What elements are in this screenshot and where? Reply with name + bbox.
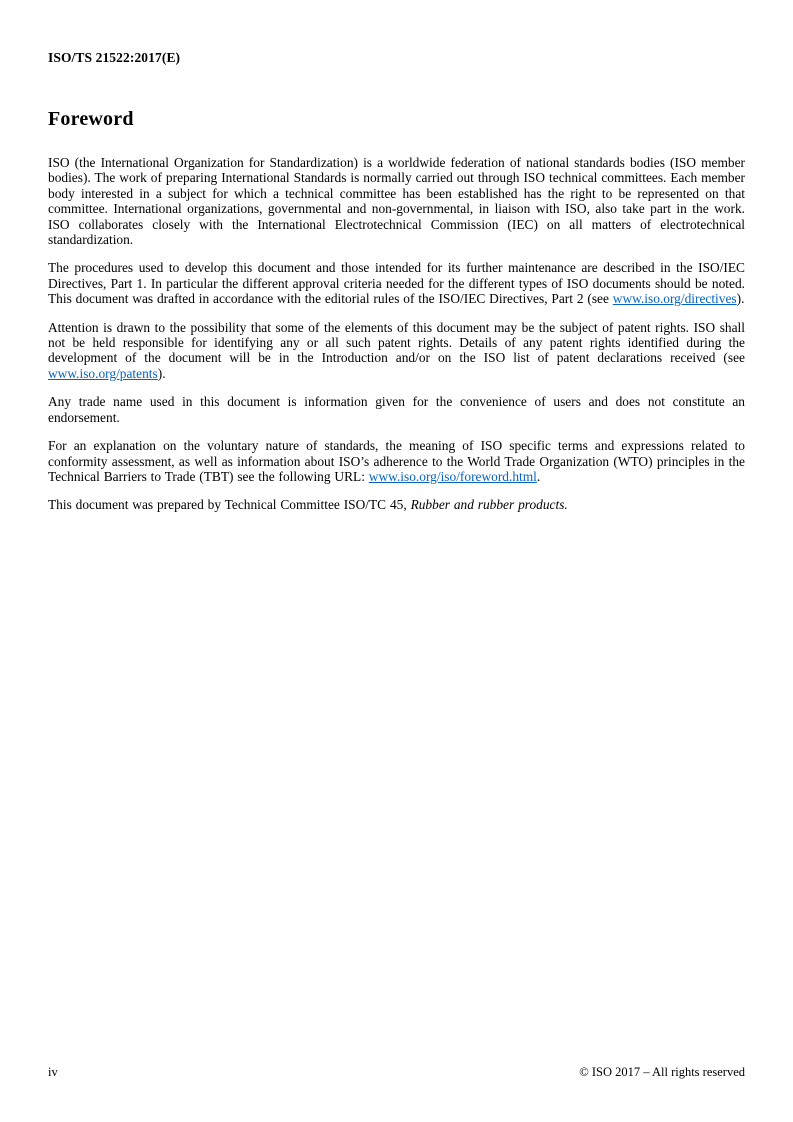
paragraph-text: For an explanation on the voluntary nature of standards, the meaning of ISO specific terms and expressions related to conformity assessment, as well as information about ISO’s adherence to the World Trade Organization (WTO) principles in the Technical Barriers to Trade (TBT) see the following URL: xyxy=(48,438,745,484)
paragraph-text: . xyxy=(536,468,541,484)
copyright-notice: © ISO 2017 – All rights reserved xyxy=(579,1065,745,1079)
paragraph-iso-federation xyxy=(48,155,745,247)
document-reference: ISO/TS 21522:2017(E) xyxy=(48,50,181,65)
document-footer xyxy=(48,1065,745,1082)
paragraph-text: This document was prepared by Technical Committee ISO/TC 45, xyxy=(48,497,411,513)
paragraph-text: ISO (the International Organization for Standardization) is a worldwide federation of national standards bodies (ISO member bodies). The work of preparing International Standards is normally carried out through ISO technical committees. Each member body interested in a subject for which a technical committee has been established has the right to be represented on that committee. International organizations, governmental and non-governmental, in liaison with ISO, also take part in the work. ISO collaborates closely with the International Electrotechnical Commission (IEC) on all matters of electrotechnical standardization. xyxy=(48,155,745,248)
page-title: Foreword xyxy=(48,108,134,130)
link-iso-directives[interactable]: www.iso.org/directives xyxy=(612,291,737,307)
paragraph-text: Any trade name used in this document is information given for the convenience of users and does not constitute an endorsement. xyxy=(48,394,745,425)
committee-subject-italic: Rubber and rubber products. xyxy=(410,497,568,513)
paragraph-wto-tbt xyxy=(48,438,745,484)
paragraph-trade-name xyxy=(48,394,745,425)
paragraph-procedures xyxy=(48,260,745,306)
link-iso-patents[interactable]: www.iso.org/patents xyxy=(48,365,158,381)
paragraph-patent-rights xyxy=(48,320,745,382)
page-number: iv xyxy=(48,1065,58,1079)
paragraph-text: The procedures used to develop this document and those intended for its further maintenance are described in the ISO/IEC Directives, Part 1. In particular the different approval criteria needed for the different types of ISO documents should be noted. This document was drafted in accordance with the editorial rules of the ISO/IEC Directives, Part 2 (see xyxy=(48,260,745,307)
paragraph-text: Attention is drawn to the possibility that some of the elements of this document may be the subject of patent rights. ISO shall not be held responsible for identifying any or all such patent rights. Details of any patent rights identified during the development of the document will be in the Introduction and/or on the ISO list of patent declarations received (see xyxy=(48,319,745,366)
foreword-content xyxy=(48,155,745,513)
link-iso-foreword[interactable]: www.iso.org/iso/foreword.html xyxy=(368,468,537,484)
paragraph-technical-committee xyxy=(48,497,745,512)
document-header xyxy=(48,50,745,66)
paragraph-text: ). xyxy=(157,365,166,381)
paragraph-text: ). xyxy=(736,291,745,307)
